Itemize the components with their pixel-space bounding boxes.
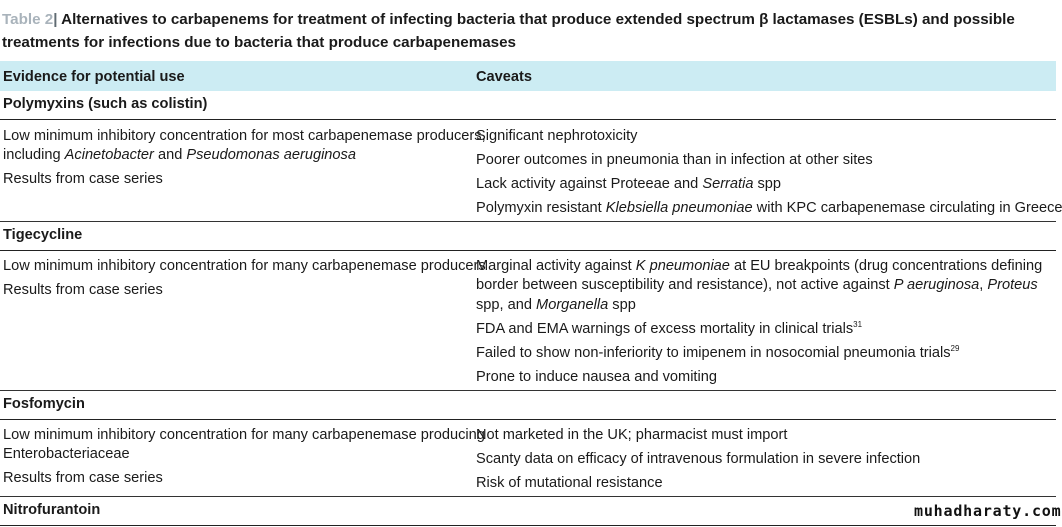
text-run: spp, and xyxy=(476,297,537,313)
caption-separator: | xyxy=(53,11,58,28)
section-title: Nitrofurantoin xyxy=(3,502,101,518)
text-run: spp xyxy=(608,297,636,313)
text-run: at EU breakpoints (drug concentrations defining xyxy=(729,258,1043,274)
evidence-line: Results from case series xyxy=(3,470,163,486)
caveat-line xyxy=(476,199,1062,218)
organism-name: Serratia xyxy=(702,176,754,192)
organism-name: Proteus xyxy=(987,277,1038,293)
caveat-line: Not marketed in the UK; pharmacist must import xyxy=(476,427,788,443)
evidence-line: Low minimum inhibitory concentration for most carbapenemase producers, xyxy=(3,128,486,144)
caveat-line xyxy=(476,296,636,315)
caption-title-line2: treatments for infections due to bacteria that produce carbapenemases xyxy=(2,34,516,51)
section-title: Fosfomycin xyxy=(3,396,85,412)
caveat-line xyxy=(476,257,1042,276)
text-run: border between susceptibility and resistance), not active against xyxy=(476,277,894,293)
text-run: Lack activity against Proteeae and xyxy=(476,176,703,192)
caveat-line xyxy=(476,344,959,363)
text-run: spp xyxy=(753,176,782,192)
watermark: muhadharaty.com xyxy=(914,502,1062,520)
caveat-line xyxy=(476,320,862,339)
col-evidence-header: Evidence for potential use xyxy=(3,69,185,85)
section-heading-nitrofurantoin xyxy=(0,497,1056,526)
section-heading-fosfomycin xyxy=(0,391,1056,420)
text-run: and xyxy=(153,147,187,163)
organism-name: Klebsiella pneumoniae xyxy=(605,200,753,216)
caveat-line xyxy=(476,276,1038,295)
caveat-line: Poorer outcomes in pneumonia than in infection at other sites xyxy=(476,152,873,168)
organism-name: Acinetobacter xyxy=(64,147,154,163)
text-run: Failed to show non-inferiority to imipenem in nosocomial pneumonia trials xyxy=(476,345,951,361)
organism-name: P aeruginosa xyxy=(893,277,980,293)
reference-number: 31 xyxy=(853,320,863,329)
caveat-line: Scanty data on efficacy of intravenous formulation in severe infection xyxy=(476,451,921,467)
caveat-line xyxy=(476,175,781,194)
reference-number: 29 xyxy=(950,344,960,353)
caveat-line: Prone to induce nausea and vomiting xyxy=(476,369,717,385)
text-run: with KPC carbapenemase circulating in Greece xyxy=(752,200,1062,216)
table-label: Table 2 xyxy=(2,11,54,28)
organism-name: Morganella xyxy=(536,297,609,313)
evidence-line: Low minimum inhibitory concentration for many carbapenemase producing xyxy=(3,427,485,443)
col-caveats-header: Caveats xyxy=(476,69,532,85)
evidence-line xyxy=(3,146,356,165)
text-run: Marginal activity against xyxy=(476,258,636,274)
evidence-line: Results from case series xyxy=(3,171,163,187)
evidence-line: Enterobacteriaceae xyxy=(3,446,130,462)
text-run: including xyxy=(3,147,65,163)
table-header xyxy=(0,61,1056,91)
caption-title-line1: Alternatives to carbapenems for treatment of infecting bacteria that produce extended spectrum β lactamases (ESBLs) and possible xyxy=(57,11,1015,28)
section-heading-tigecycline xyxy=(0,222,1056,251)
caveat-line: Risk of mutational resistance xyxy=(476,475,663,491)
text-run: Polymyxin resistant xyxy=(476,200,606,216)
section-title: Polymyxins (such as colistin) xyxy=(3,96,208,112)
text-run: , xyxy=(979,277,988,293)
caveat-line: Significant nephrotoxicity xyxy=(476,128,638,144)
section-title: Tigecycline xyxy=(3,227,83,243)
organism-name: Pseudomonas aeruginosa xyxy=(186,147,356,163)
section-heading-polymyxins xyxy=(0,91,1056,120)
evidence-line: Low minimum inhibitory concentration for many carbapenemase producers xyxy=(3,258,486,274)
evidence-line: Results from case series xyxy=(3,282,163,298)
text-run: FDA and EMA warnings of excess mortality in clinical trials xyxy=(476,321,854,337)
table-caption xyxy=(2,8,1058,54)
organism-name: K pneumoniae xyxy=(635,258,730,274)
